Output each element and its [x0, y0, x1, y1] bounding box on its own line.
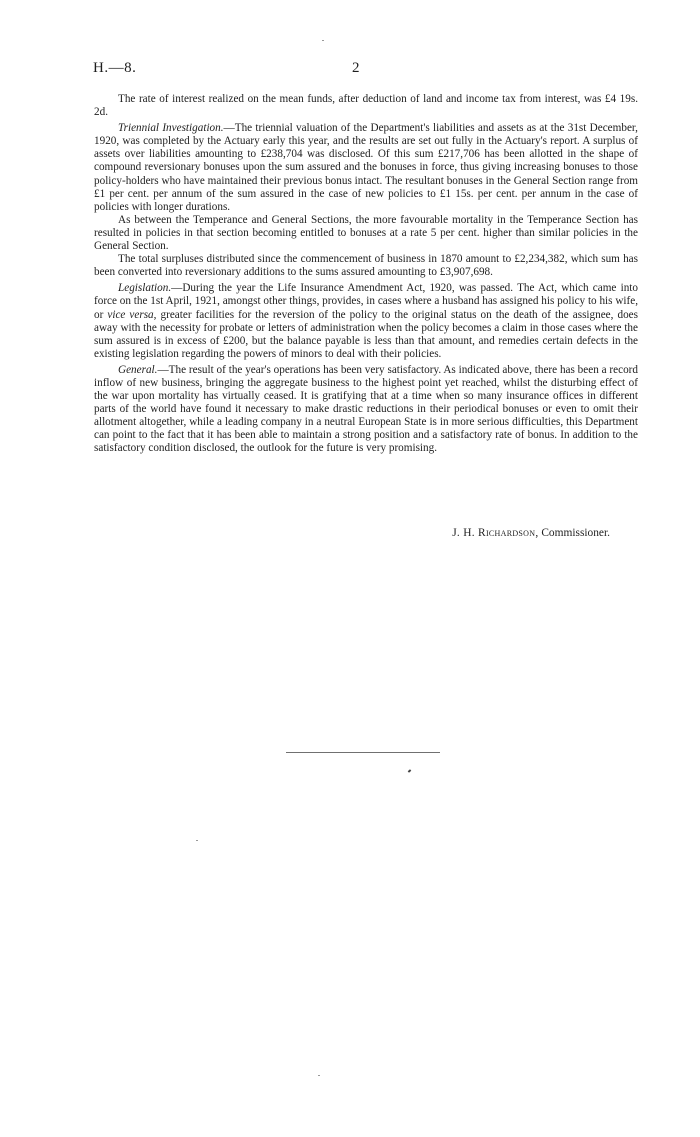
report-series-code: H.—8.	[93, 60, 137, 76]
paragraph-total-surpluses	[94, 253, 638, 279]
paragraph-text: The rate of interest realized on the mean funds, after deduction of land and income tax from interest, was £4 19s. 2d.	[94, 93, 638, 119]
paragraph-text: , greater facilities for the reversion of the policy to the original status on the death of the assignee, does away with the necessity for probate or letters of administration when the policy becomes a claim in those cases where the sum assured is in excess of £200, but the balance payable is less than that amount, and remedies certain defects in the existing legislation regarding the powers of minors to deal with their policies.	[94, 308, 638, 360]
signatory-title: Commissioner.	[538, 527, 610, 539]
paragraph-text: —During the year the Life Insurance Amendment Act, 1920, was passed. The Act, which came into force on the 1st April, 1921, amongst other things, provides, in cases where a husband has assigned his policy to his wife, or	[94, 282, 638, 321]
section-heading: General.	[118, 363, 158, 376]
paragraph-general	[94, 364, 638, 456]
signature-line	[94, 527, 610, 539]
paragraph-text: The total surpluses distributed since the commencement of business in 1870 amount to £2,234,382, which sum has been converted into reversionary additions to the sums assured amounting to £3,907,698.	[94, 253, 638, 279]
report-body	[94, 93, 638, 456]
section-heading: Legislation.	[118, 282, 172, 295]
italic-phrase: vice versa	[107, 308, 154, 321]
paragraph-interest-rate	[94, 93, 638, 119]
print-speck	[196, 840, 198, 841]
paragraph-legislation	[94, 282, 638, 361]
closing-rule	[286, 752, 440, 753]
paragraph-temperance-section	[94, 214, 638, 253]
page-number: 2	[352, 60, 360, 76]
print-speck	[318, 1075, 320, 1076]
paragraph-text: —The result of the year's operations has been very satisfactory. As indicated above, there has been a record inflow of new business, bringing the aggregate business to the highest point yet reached, whilst the disturbing effect of the war upon mortality has virtually ceased. It is gratifying that at a time when so many insurance offices in different parts of the world have found it necessary to make drastic reductions in their periodical bonuses or even to omit their allotment altogether, while a leading company in a neutral European State is in more serious difficulties, this Department can point to the fact that it has been able to maintain a strong position and a satisfactory rate of bonus. In addition to the satisfactory condition disclosed, the outlook for the future is very promising.	[94, 363, 638, 455]
print-speck	[322, 40, 324, 41]
paragraph-text: —The triennial valuation of the Department's liabilities and assets as at the 31st December, 1920, was completed by the Actuary early this year, and the results are set out fully in the Actuary's report. A surplus of assets over liabilities amounting to £238,704 was disclosed. Of this sum £217,706 has been allotted in the shape of compound reversionary bonuses upon the sum assured and the bonuses in force, thus giving increasing bonuses to those policy-holders who have maintained their previous bonus intact. The resultant bonuses in the General Section range from £1 per cent. per annum of the sum assured in the case of new policies to £1 15s. per cent. per annum in the case of policies with longer durations.	[94, 122, 638, 213]
paragraph-triennial-investigation	[94, 122, 638, 214]
signatory-name: J. H. Richardson,	[452, 527, 539, 539]
print-speck	[408, 769, 412, 772]
section-heading: Triennial Investigation.	[118, 122, 224, 135]
paragraph-text: As between the Temperance and General Sections, the more favourable mortality in the Temperance Section has resulted in policies in that section becoming entitled to bonuses at a rate 5 per cent. higher than similar policies in the General Section.	[94, 213, 638, 253]
